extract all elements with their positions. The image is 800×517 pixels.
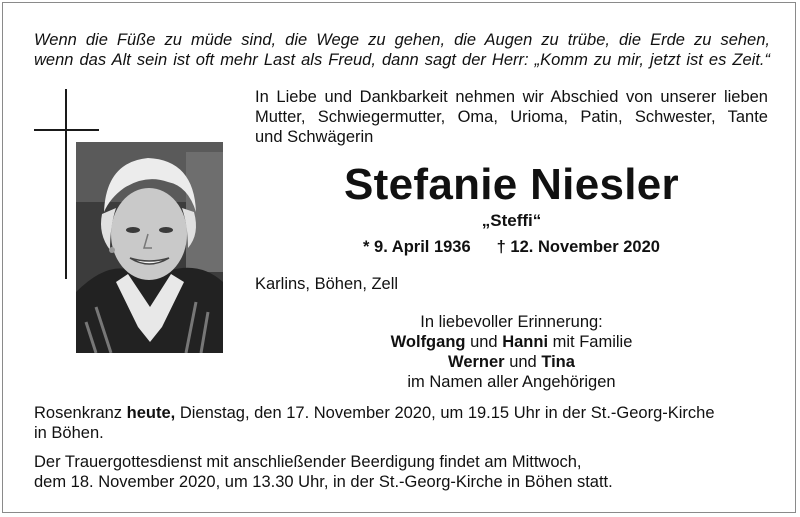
portrait-photo (76, 142, 223, 353)
birth-date: * 9. April 1936 (363, 238, 471, 256)
rosary-notice (34, 403, 770, 443)
memory-closing: im Namen aller Angehörigen (407, 373, 616, 391)
mourner-name: Werner (448, 353, 505, 371)
mourners-line (255, 332, 768, 352)
funeral-line: Der Trauergottesdienst mit anschließender Beerdigung findet am Mittwoch, (34, 453, 582, 471)
funeral-notice (34, 452, 770, 492)
rosary-today: heute, (126, 404, 176, 422)
mourner-name: Wolfgang (390, 333, 466, 351)
motto-verse (34, 30, 770, 70)
connector-text: und (504, 353, 542, 371)
cross-icon-vertical (65, 89, 67, 279)
connector-text: mit Familie (548, 333, 633, 351)
mourner-name: Tina (541, 353, 575, 371)
motto-line: wenn das Alt sein ist oft mehr Last als Freud, dann sagt der Herr: „Komm zu mir, jetzt ist es Zeit.“ (34, 51, 770, 69)
death-date: † 12. November 2020 (496, 238, 660, 256)
funeral-line: dem 18. November 2020, um 13.30 Uhr, in der St.-Georg-Kirche in Böhen statt. (34, 473, 613, 491)
mourners-line (255, 352, 768, 372)
memory-heading: In liebevoller Erinnerung: (420, 313, 603, 331)
rosary-details: Dienstag, den 17. November 2020, um 19.15 Uhr in der St.-Georg-Kirche (175, 404, 715, 422)
intro-line: Mutter, Schwiegermutter, Oma, Urioma, Patin, Schwester, Tante (255, 108, 768, 126)
deceased-name: Stefanie Niesler (344, 160, 679, 209)
life-dates (255, 236, 768, 258)
mourner-name: Hanni (502, 333, 549, 351)
rosary-line (34, 403, 770, 423)
motto-line: Wenn die Füße zu müde sind, die Wege zu gehen, die Augen zu trübe, die Erde zu sehen, (34, 31, 770, 49)
intro-line: und Schwägerin (255, 128, 374, 146)
cross-icon-horizontal (34, 129, 99, 131)
rosary-label: Rosenkranz (34, 404, 127, 422)
intro-text (255, 87, 768, 147)
mourners-block (255, 312, 768, 392)
connector-text: und (465, 333, 503, 351)
places-of-residence: Karlins, Böhen, Zell (255, 275, 399, 293)
deceased-nickname: „Steffi“ (481, 211, 542, 230)
intro-line: In Liebe und Dankbarkeit nehmen wir Abschied von unserer lieben (255, 88, 768, 106)
service-details (34, 403, 770, 492)
rosary-line: in Böhen. (34, 424, 104, 442)
portrait-photo-image (76, 142, 223, 353)
